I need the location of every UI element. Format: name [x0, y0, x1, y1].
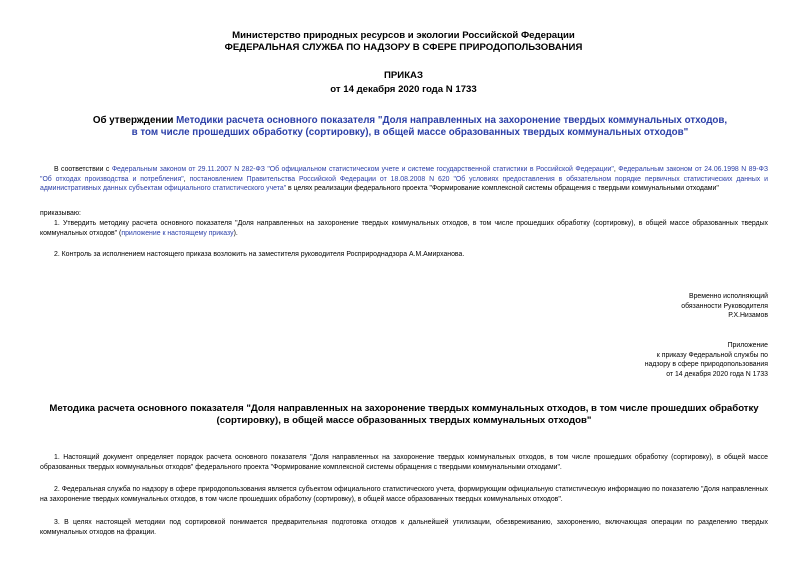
link-appendix[interactable]: приложение к настоящему приказу [121, 229, 234, 237]
service-name: ФЕДЕРАЛЬНАЯ СЛУЖБА ПО НАДЗОРУ В СФЕРЕ ПРИРОДОПОЛЬЗОВАНИЯ [224, 42, 583, 53]
title-prefix: Об утверждении [92, 115, 177, 126]
link-law-282[interactable]: Федеральным законом от 29.11.2007 N 282-ФЗ "Об официальном статистическом учете и системе государственной статистики в Российской Федерации" [111, 166, 614, 173]
preamble-text-3: , [183, 175, 190, 183]
appendix-line-2: к приказу Федеральной службы по [656, 351, 768, 359]
method-paragraph-2: 2. Федеральная служба по надзору в сфере природопользования является субъектом официального статистического учета, формирующим официальную статистическую информацию по показателю "Доля направленных на захоронение твердых коммунальных отходов, в том числе прошедших обработку (сортировку), в общей массе образованных твердых коммунальных отходов". [40, 486, 768, 503]
preamble-text-4: в целях реализации федерального проекта "Формирование комплексной системы обращения с твердыми коммунальными отходами" [286, 185, 719, 193]
order-date: от 14 декабря 2020 года N 1733 [330, 84, 477, 95]
appendix-line-3: надзору в сфере природопользования [644, 361, 768, 369]
item1-text: 1. Утвердить методику расчета основного показателя "Доля направленных на захоронение твердых коммунальных отходов, в том числе прошедших обработку (сортировку), в общей массе образованных твердых коммунальных отходов" ( [40, 220, 768, 237]
appendix-block [600, 341, 768, 379]
appendix-line-4: от 14 декабря 2020 года N 1733 [666, 370, 768, 378]
preamble-paragraph [40, 165, 768, 194]
ministry-block [0, 30, 807, 54]
appendix-line-1: Приложение [727, 342, 768, 349]
ministry-name: Министерство природных ресурсов и экологии Российской Федерации [232, 30, 575, 41]
order-item-1 [40, 219, 768, 238]
preamble-text-1: В соответствии с [54, 166, 112, 173]
signature-name: Р.Х.Низамов [728, 312, 768, 320]
signature-line-1: Временно исполняющий [689, 293, 768, 300]
method-paragraph-3: 3. В целях настоящей методики под сортировкой понимается предварительная подготовка отходов к дальнейшей утилизации, обезвреживанию, захоронению, включающая операции по разделению твердых коммунальных отходов на фракции. [40, 519, 768, 536]
order-word: ПРИКАЗ [384, 70, 423, 81]
method-title: Методика расчета основного показателя "Доля направленных на захоронение твердых коммунальных отходов, в том числе прошедших обработку (сортировку), в общей массе образованных твердых коммунальных отходов" [49, 403, 759, 426]
link-law-89[interactable]: Федеральным законом от 24.06.1998 N 89-ФЗ "Об отходах производства и потребления" [40, 166, 768, 183]
signature-block [600, 292, 768, 321]
signature-line-2: обязанности Руководителя [681, 302, 768, 310]
item1-end: ). [233, 229, 238, 237]
order-item-2: 2. Контроль за исполнением настоящего приказа возложить на заместителя руководителя Росприроднадзора А.М.Амирханова. [54, 251, 465, 258]
order-clause: приказываю: [40, 210, 81, 217]
order-title [90, 115, 730, 139]
preamble-text-2: , [613, 166, 619, 173]
method-paragraph-1: 1. Настоящий документ определяет порядок расчета основного показателя "Доля направленных на захоронение твердых коммунальных отходов, в том числе прошедших обработку (сортировку), в общей массе образованных твердых коммунальных отходов" федерального проекта "Формирование комплексной системы обращения с твердыми коммунальными отходами". [40, 454, 768, 471]
title-method-link[interactable]: Методики расчета основного показателя "Доля направленных на захоронение твердых коммунальных отходов, в том числе прошедших обработку (сортировку), в общей массе образованных твердых коммунальных отходов" [131, 115, 728, 138]
link-decree-620[interactable]: постановлением Правительства Российской Федерации от 18.08.2008 N 620 "Об условиях предоставления в обязательном порядке первичных статистических данных и административных данных субъектам официального статистического учета" [40, 175, 768, 193]
